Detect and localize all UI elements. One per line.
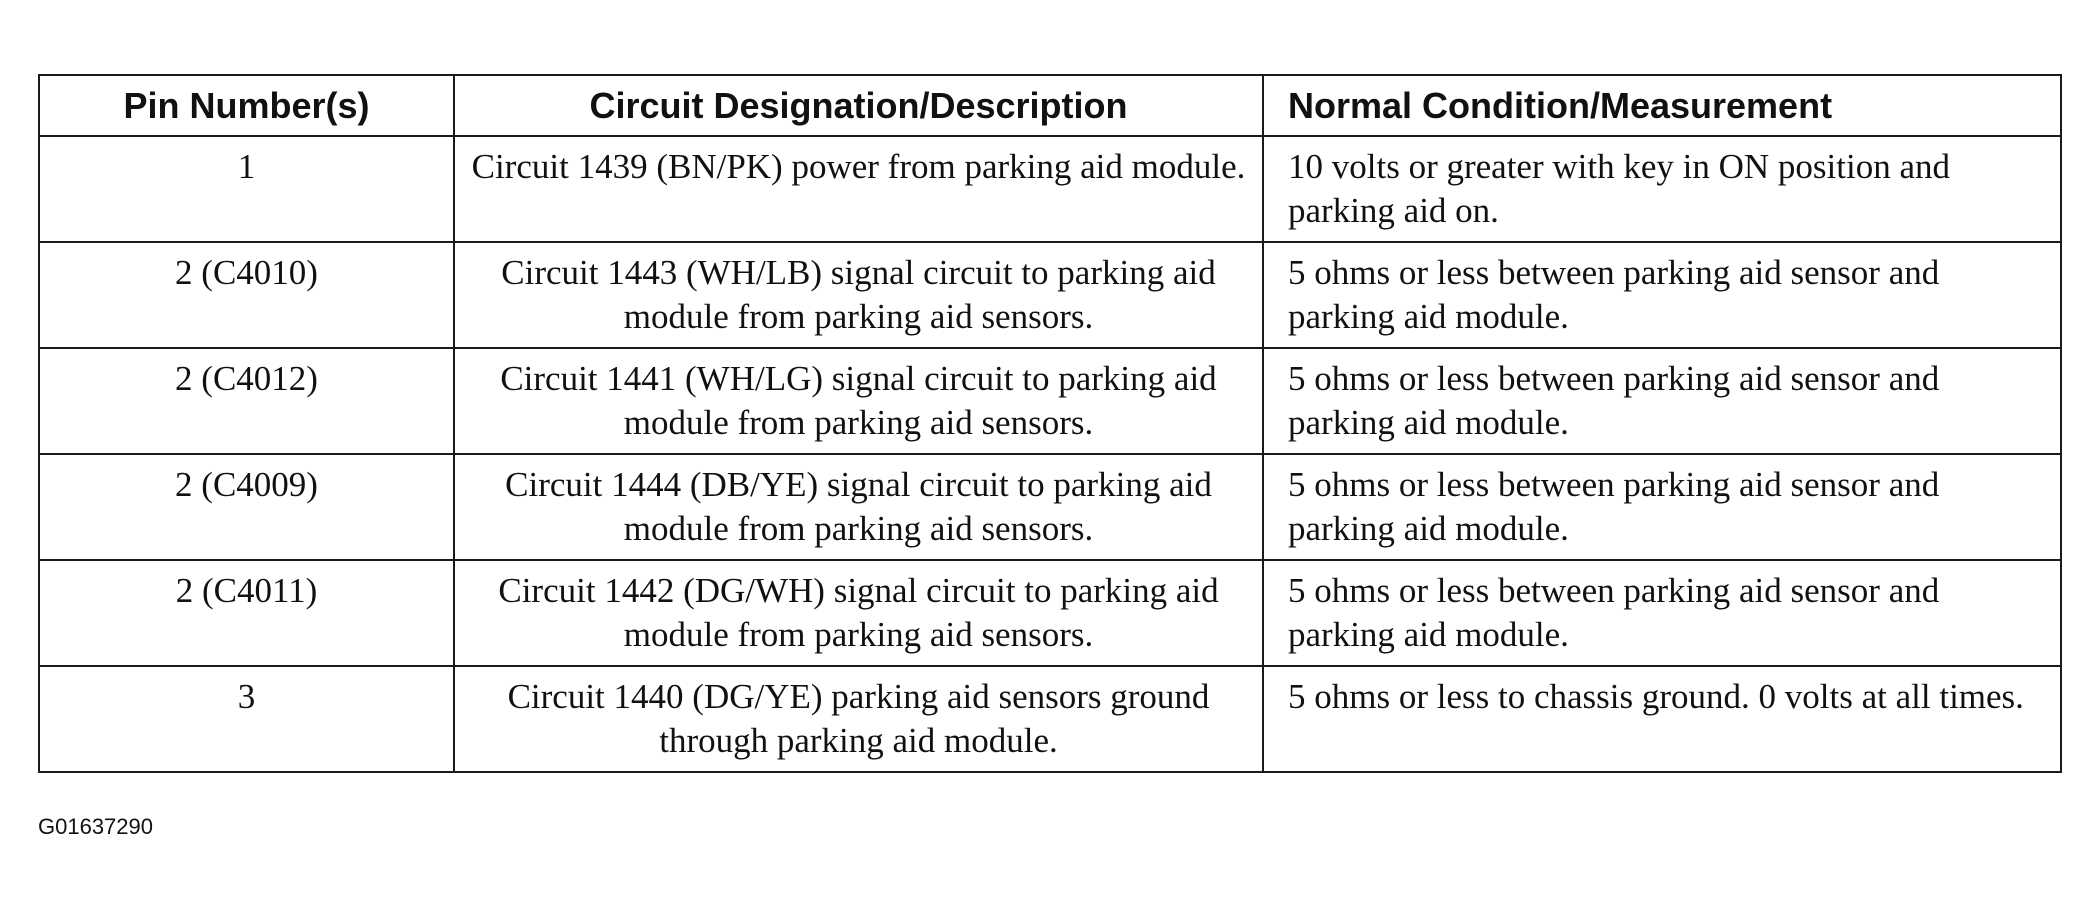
- table-row: [39, 348, 2061, 454]
- condition-cell: 5 ohms or less to chassis ground. 0 volts at all times.: [1263, 666, 2061, 772]
- pin-cell: 2 (C4011): [39, 560, 454, 666]
- table-row: [39, 454, 2061, 560]
- condition-cell: 5 ohms or less between parking aid sensor and parking aid module.: [1263, 348, 2061, 454]
- table-row: [39, 560, 2061, 666]
- circuit-cell: Circuit 1444 (DB/YE) signal circuit to parking aid module from parking aid sensors.: [454, 454, 1263, 560]
- circuit-cell: Circuit 1443 (WH/LB) signal circuit to parking aid module from parking aid sensors.: [454, 242, 1263, 348]
- header-circuit-description: Circuit Designation/Description: [454, 75, 1263, 136]
- pin-specification-table: [38, 74, 2062, 773]
- pin-cell: 2 (C4010): [39, 242, 454, 348]
- condition-cell: 10 volts or greater with key in ON position and parking aid on.: [1263, 136, 2061, 242]
- condition-cell: 5 ohms or less between parking aid sensor and parking aid module.: [1263, 242, 2061, 348]
- table-row: [39, 242, 2061, 348]
- circuit-cell: Circuit 1440 (DG/YE) parking aid sensors ground through parking aid module.: [454, 666, 1263, 772]
- table-row: [39, 666, 2061, 772]
- pin-cell: 3: [39, 666, 454, 772]
- header-pin-numbers: Pin Number(s): [39, 75, 454, 136]
- circuit-cell: Circuit 1439 (BN/PK) power from parking aid module.: [454, 136, 1263, 242]
- pin-cell: 2 (C4012): [39, 348, 454, 454]
- condition-cell: 5 ohms or less between parking aid sensor and parking aid module.: [1263, 454, 2061, 560]
- table-row: [39, 136, 2061, 242]
- circuit-cell: Circuit 1442 (DG/WH) signal circuit to parking aid module from parking aid sensors.: [454, 560, 1263, 666]
- table-header-row: [39, 75, 2061, 136]
- pin-cell: 1: [39, 136, 454, 242]
- pin-cell: 2 (C4009): [39, 454, 454, 560]
- circuit-cell: Circuit 1441 (WH/LG) signal circuit to parking aid module from parking aid sensors.: [454, 348, 1263, 454]
- condition-cell: 5 ohms or less between parking aid sensor and parking aid module.: [1263, 560, 2061, 666]
- figure-id-label: G01637290: [38, 814, 153, 839]
- header-normal-condition: Normal Condition/Measurement: [1263, 75, 2061, 136]
